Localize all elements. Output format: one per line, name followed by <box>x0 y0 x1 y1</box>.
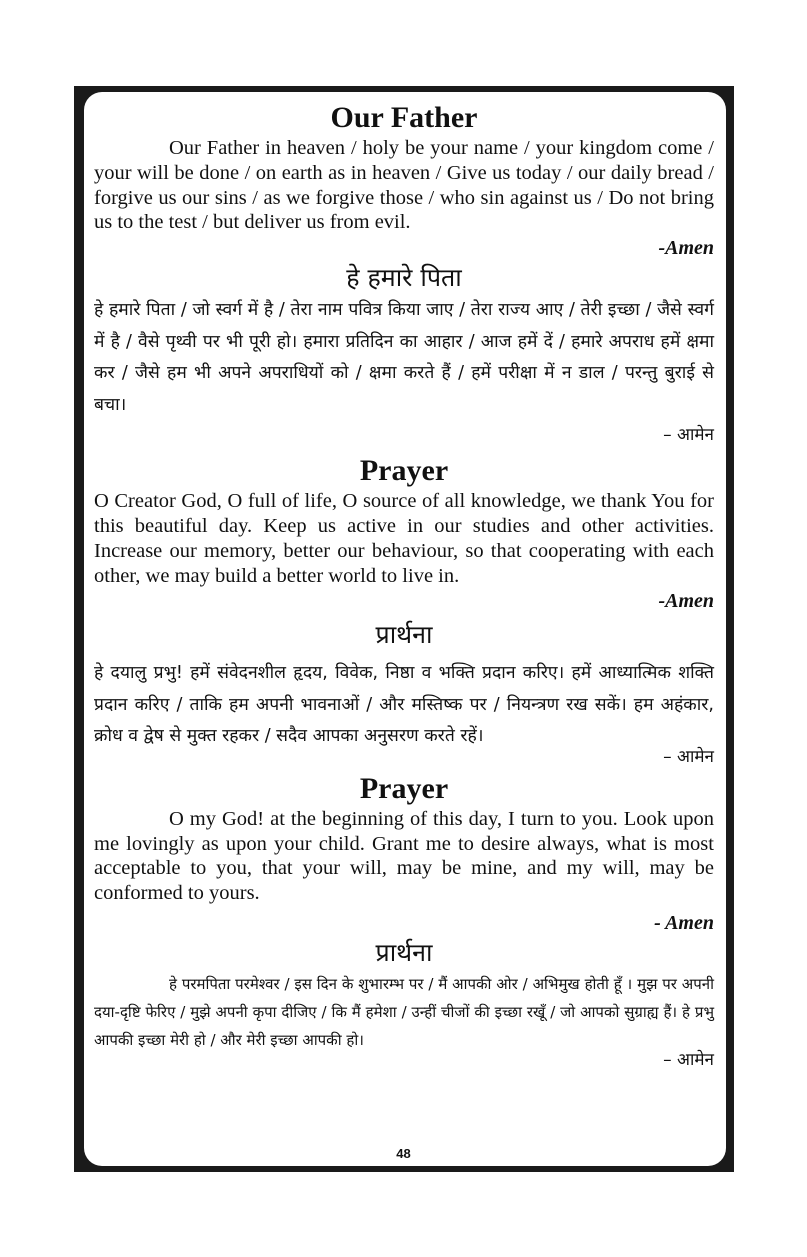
amen-label: - Amen <box>654 912 714 935</box>
page-content <box>94 100 714 1074</box>
prarthana-text: हे परमपिता परमेश्वर / इस दिन के शुभारम्भ पर / मैं आपकी ओर / अभिमुख होती हूँ । मुझ पर अपनी दया-दृष्टि फेरिए / मुझे अपनी कृपा दीजिए / कि मैं हमेशा / उन्हीं चीजों की इच्छा रखूँ / जो आपको सुग्राह्य हैं। हे प्रभु आपकी इच्छा मेरी हो / और मेरी इच्छा आपकी हो। <box>94 975 714 1050</box>
amen-label: – आमेन <box>663 746 714 767</box>
amen-label: – आमेन <box>663 1050 714 1071</box>
section-title-prarthana: प्रार्थना <box>375 938 433 968</box>
section-title-our-father: Our Father <box>330 101 478 134</box>
amen-label: – आमेन <box>663 425 714 446</box>
amen-label: -Amen <box>658 590 714 613</box>
prarthana-text: हे दयालु प्रभु! हमें संवेदनशील हृदय, विवेक, निष्ठा व भक्ति प्रदान करिए। हमें आध्यात्मिक शक्ति प्रदान करिए / ताकि हम अपनी भावनाओं / और मस्तिष्क पर / नियन्त्रण रख सकें। हम अहंकार, क्रोध व द्वेष से मुक्त रहकर / सदैव आपका अनुसरण करते रहें। <box>94 663 714 747</box>
section-title-prayer: Prayer <box>359 771 449 805</box>
section-title-he-hamare-pita: हे हमारे पिता <box>346 263 462 293</box>
page-number: 48 <box>396 1146 411 1161</box>
he-hamare-pita-text: हे हमारे पिता / जो स्वर्ग में है / तेरा नाम पवित्र किया जाए / तेरा राज्य आए / तेरी इच्छा / जैसे स्वर्ग में है / वैसे पृथ्वी पर भी पूरी हो। हमारा प्रतिदिन का आहार / आज हमें दें / हमारे अपराध हमें क्षमा कर / जैसे हम भी अपने अपराधियों को / क्षमा करते हैं / हमें परीक्षा में न डाल / परन्तु बुराई से बचा। <box>94 300 714 415</box>
our-father-text: Our Father in heaven / holy be your name / your kingdom come / your will be done / on earth as in heaven / Give us today / our daily bread / forgive us our sins / as we forgive those / who sin against us / Do not bring us to the test / but deliver us from evil. <box>94 137 714 234</box>
section-title-prayer: Prayer <box>359 454 449 488</box>
section-title-prarthana: प्रार्थना <box>375 620 433 650</box>
prayer-text: O my God! at the beginning of this day, I turn to you. Look upon me lovingly as upon your child. Grant me to desire always, what is most acceptable to you, that your will, may be mine, and my will, may be conformed to yours. <box>94 807 714 905</box>
prayer-text: O Creator God, O full of life, O source of all knowledge, we thank You for this beautiful day. Keep us active in our studies and other activities. Increase our memory, better our behaviour, so that cooperating with each other, we may build a better world to live in. <box>94 490 714 587</box>
amen-label: -Amen <box>658 237 714 260</box>
